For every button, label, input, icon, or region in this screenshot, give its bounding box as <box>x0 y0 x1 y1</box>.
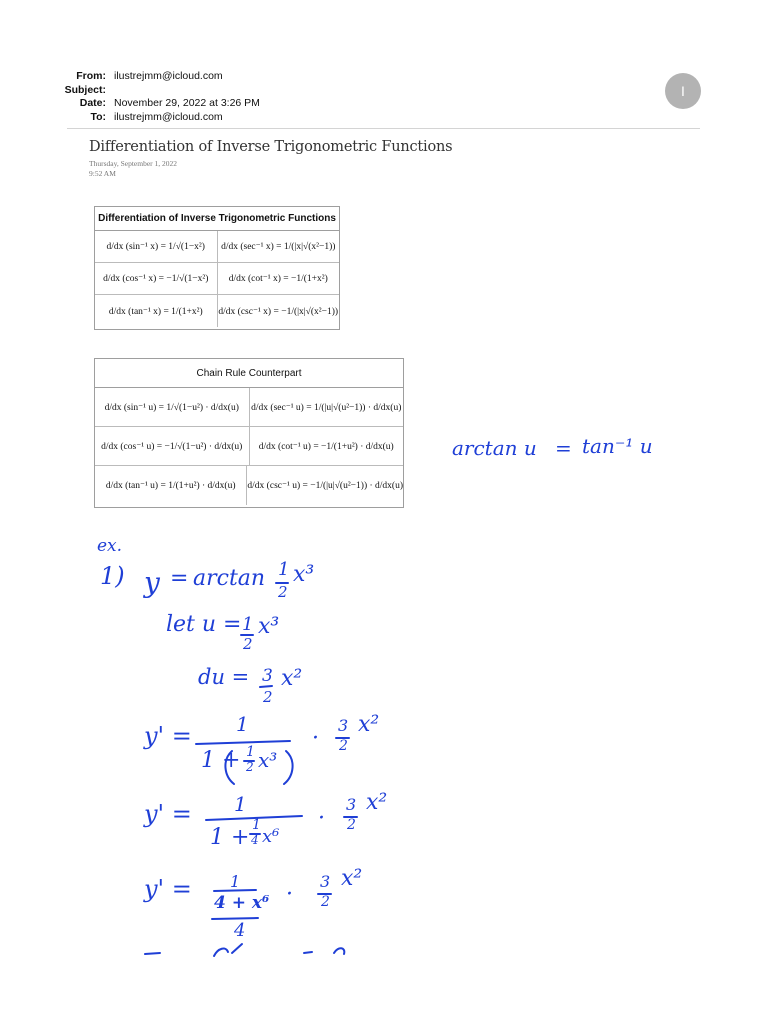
formula-sec: d/dx (sec⁻¹ x) = 1/(|x|√(x²−1)) <box>217 231 340 262</box>
hw-l1-x2: x² <box>358 712 380 737</box>
hw-frac1-num: 1 <box>278 559 290 580</box>
hw-l3-num: 1 <box>230 872 241 891</box>
chain-formula-cot: d/dx (cot⁻¹ u) = −1/(1+u²) · d/dx(u) <box>249 427 404 465</box>
hw-l1-dot: · <box>312 726 319 751</box>
formula-cos: d/dx (cos⁻¹ x) = −1/√(1−x²) <box>103 274 209 284</box>
hw-l2-x6: x⁶ <box>262 826 280 847</box>
formula-cot: d/dx (cot⁻¹ x) = −1/(1+x²) <box>217 263 340 294</box>
hw-l3-dot: · <box>286 882 293 907</box>
hw-problem-number: 1) <box>100 562 125 590</box>
note-date: Thursday, September 1, 2022 <box>89 159 178 168</box>
hw-l1-inner-den: 2 <box>246 760 254 774</box>
hw-yprime-1: y' = <box>144 722 192 750</box>
hw-l2-inner-den: 4 <box>251 833 259 847</box>
paren-open <box>225 751 234 784</box>
hw-l3-den-den: 4 <box>234 920 246 941</box>
hw-l2-frac-den: 2 <box>347 817 356 833</box>
frac-bar-l2 <box>206 816 302 820</box>
hw-ex-label: ex. <box>97 536 123 556</box>
from-label: From: <box>76 70 106 82</box>
chain-formula-csc: d/dx (csc⁻¹ u) = −1/(|u|√(u²−1)) · d/dx(u) <box>246 466 403 505</box>
sender-avatar: I <box>665 73 701 109</box>
frac-bar-3 <box>260 686 272 687</box>
date-label: Date: <box>79 97 106 109</box>
chain-formula-cos: d/dx (cos⁻¹ u) = −1/√(1−u²) · d/dx(u) <box>101 441 243 452</box>
subject-label: Subject: <box>64 83 106 96</box>
hw-arctan-eq: = <box>555 436 572 460</box>
hw-arctan-lhs: arctan u <box>452 436 537 460</box>
hw-l2-oneplus: 1 + <box>210 825 250 850</box>
hw-frac2-num: 1 <box>242 614 254 635</box>
hw-l2-num: 1 <box>234 792 247 816</box>
hw-yprime-3: y' = <box>144 875 192 903</box>
hw-l1-inner-num: 1 <box>246 744 255 760</box>
partial-stroke-2 <box>214 944 242 956</box>
chain-formula-sin: d/dx (sin⁻¹ u) = 1/√(1−u²) · d/dx(u) <box>104 402 239 413</box>
hw-l3-den: 4 + x⁶ <box>214 893 270 913</box>
note-title: Differentiation of Inverse Trigonometric Functions <box>89 139 453 155</box>
hw-equals-1: = <box>170 566 189 591</box>
hw-x2-1: x² <box>281 666 303 691</box>
date-value: November 29, 2022 at 3:26 PM <box>114 97 260 109</box>
hw-l1-frac-num: 3 <box>338 716 349 735</box>
hw-l3-frac-den: 2 <box>321 894 330 910</box>
hw-frac3-den: 2 <box>263 688 273 706</box>
hw-x3-2: x³ <box>258 614 280 639</box>
from-value[interactable]: ilustrejmm@icloud.com <box>114 70 223 82</box>
formula-sin: d/dx (sin⁻¹ x) = 1/√(1−x²) <box>106 242 205 252</box>
hw-l3-x2: x² <box>341 866 363 891</box>
note-time: 9:52 AM <box>89 169 116 178</box>
hw-du: du = <box>198 665 250 689</box>
derivatives-table-title: Differentiation of Inverse Trigonometric Functions <box>95 207 339 231</box>
to-label: To: <box>90 110 106 123</box>
hw-l2-x2: x² <box>366 790 388 815</box>
partial-stroke-1 <box>145 953 160 954</box>
hw-l1-frac-den: 2 <box>339 738 348 754</box>
formula-csc: d/dx (csc⁻¹ x) = −1/(|x|√(x²−1)) <box>217 295 340 327</box>
hw-l1-x3: x³ <box>258 748 278 772</box>
chain-rule-table-title: Chain Rule Counterpart <box>95 359 403 388</box>
formula-tan: d/dx (tan⁻¹ x) = 1/(1+x²) <box>108 306 203 317</box>
hw-let-u: let u = <box>166 612 242 637</box>
hw-l2-frac-num: 3 <box>346 795 357 814</box>
hw-frac1-den: 2 <box>278 583 288 601</box>
to-value[interactable]: ilustrejmm@icloud.com <box>114 110 223 123</box>
hw-l2-dot: · <box>318 806 325 831</box>
frac-bar-l1 <box>196 741 290 744</box>
hw-arctan: arctan <box>193 566 266 591</box>
chain-formula-sec: d/dx (sec⁻¹ u) = 1/(|u|√(u²−1)) · d/dx(u) <box>249 388 404 426</box>
frac-bar-l3-main <box>212 918 258 919</box>
hw-y: y <box>144 566 160 599</box>
hw-frac3-num: 3 <box>262 666 273 686</box>
partial-stroke-3 <box>304 948 344 954</box>
hw-yprime-2: y' = <box>144 800 192 828</box>
hw-l3-frac-num: 3 <box>320 872 331 891</box>
paren-close <box>284 751 293 784</box>
hw-x3-1: x³ <box>293 562 315 587</box>
hw-l1-oneplus: 1 + <box>201 748 241 773</box>
frac-bar-l3 <box>214 890 256 891</box>
hw-l1-num: 1 <box>236 712 249 736</box>
chain-formula-tan: d/dx (tan⁻¹ u) = 1/(1+u²) · d/dx(u) <box>105 481 236 491</box>
hw-frac2-den: 2 <box>243 635 253 653</box>
hw-l2-inner-num: 1 <box>252 817 261 833</box>
hw-arctan-rhs: tan⁻¹ u <box>582 434 653 458</box>
